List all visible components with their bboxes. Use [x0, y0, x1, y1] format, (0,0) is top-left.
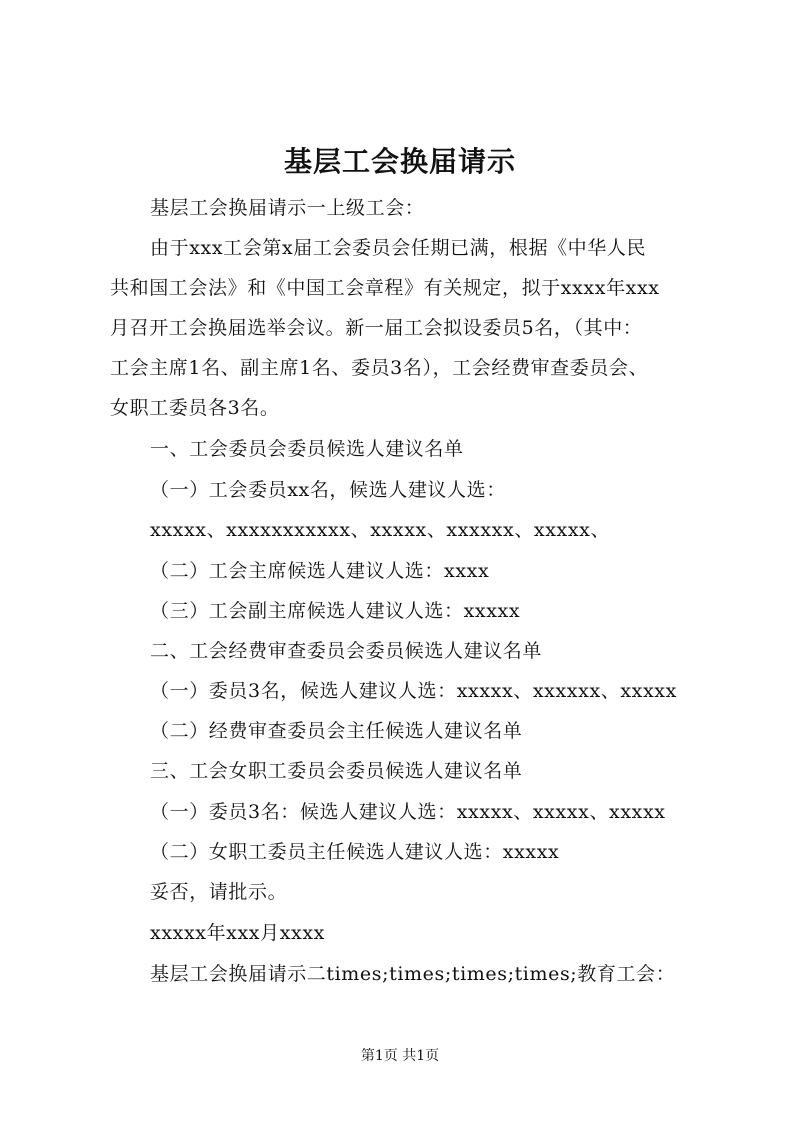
closing-line: 妥否，请批示。 [150, 881, 288, 903]
greeting-line: 基层工会换届请示一上级工会： [150, 197, 425, 219]
section-heading: 一、工会委员会委员候选人建议名单 [150, 438, 464, 460]
date-line: xxxxx年xxx月xxxx [150, 922, 325, 944]
body-line: 共和国工会法》和《中国工会章程》有关规定，拟于xxxx年xxx [110, 277, 660, 299]
body-line: 女职工委员各3名。 [110, 397, 280, 419]
subsection-line: （二）女职工委员主任候选人建议人选：xxxxx [150, 841, 560, 863]
subsection-line: （一）工会委员xx名，候选人建议人选： [150, 479, 506, 501]
subsection-line: （一）委员3名：候选人建议人选：xxxxx、xxxxx、xxxxx [150, 801, 666, 823]
body-line: 由于xxx工会第x届工会委员会任期已满，根据《中华人民 [150, 237, 647, 259]
body-line: 月召开工会换届选举会议。新一届工会拟设委员5名，（其中： [110, 317, 643, 339]
page-number: 第1页 共1页 [360, 1048, 440, 1064]
document-title: 基层工会换届请示 [283, 145, 516, 178]
greeting-line: 基层工会换届请示二times;times;times;times;教育工会： [150, 963, 676, 985]
subsection-line: （一）委员3名，候选人建议人选：xxxxx、xxxxxx、xxxxx [150, 680, 677, 702]
body-line: 工会主席1名、副主席1名、委员3名），工会经费审查委员会、 [110, 357, 649, 379]
subsection-line: （二）工会主席候选人建议人选：xxxx [150, 560, 490, 582]
subsection-line: （二）经费审查委员会主任候选人建议名单 [150, 720, 523, 742]
subsection-line: （三）工会副主席候选人建议人选：xxxxx [150, 600, 521, 622]
section-heading: 三、工会女职工委员会委员候选人建议名单 [150, 760, 523, 782]
section-heading: 二、工会经费审查委员会委员候选人建议名单 [150, 640, 543, 662]
candidate-list: xxxxx、xxxxxxxxxxx、xxxxx、xxxxxx、xxxxx、 [150, 519, 611, 541]
